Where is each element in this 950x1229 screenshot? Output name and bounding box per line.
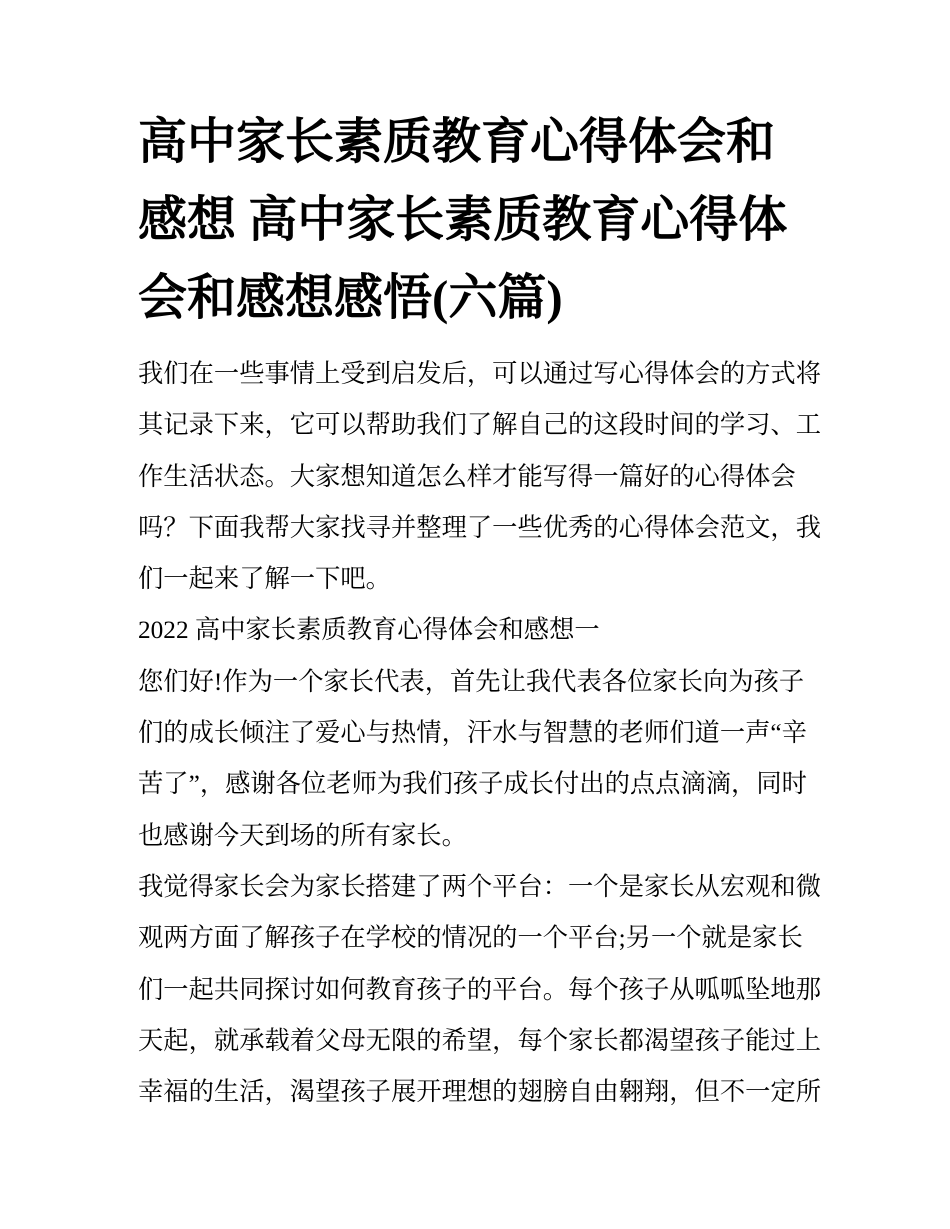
paragraph-greeting bbox=[138, 657, 822, 862]
text-line: 您们好!作为一个家长代表，首先让我代表各位家长向为孩子 bbox=[138, 667, 805, 696]
text-line: 我们在一些事情上受到启发后，可以通过写心得体会的方式将 bbox=[138, 360, 822, 388]
paragraph-platforms bbox=[138, 862, 822, 1118]
text-line: 天起，就承载着父母无限的希望，每个家长都渴望孩子能过上 bbox=[138, 1026, 822, 1055]
document-title bbox=[138, 103, 822, 337]
text-line: 们一起来了解一下吧。 bbox=[138, 565, 391, 594]
text-line: 观两方面了解孩子在学校的情况的一个平台;另一个就是家长 bbox=[138, 924, 803, 953]
title-line: 会和感想感悟(六篇) bbox=[138, 270, 563, 325]
paragraph-intro bbox=[138, 349, 822, 605]
paragraph-section-heading bbox=[138, 605, 822, 656]
title-line: 感想 高中家长素质教育心得体 bbox=[138, 192, 788, 247]
text-line: 其记录下来，它可以帮助我们了解自己的这段时间的学习、工 bbox=[138, 411, 822, 440]
text-line: 2022 高中家长素质教育心得体会和感想一 bbox=[138, 616, 600, 645]
document-body bbox=[138, 349, 822, 1118]
text-line: 吗？下面我帮大家找寻并整理了一些优秀的心得体会范文，我 bbox=[138, 513, 822, 542]
text-line: 幸福的生活，渴望孩子展开理想的翅膀自由翱翔，但不一定所 bbox=[138, 1078, 822, 1107]
text-line: 也感谢今天到场的所有家长。 bbox=[138, 821, 467, 850]
text-line: 们一起共同探讨如何教育孩子的平台。每个孩子从呱呱坠地那 bbox=[138, 975, 822, 1004]
text-line: 苦了”，感谢各位老师为我们孩子成长付出的点点滴滴，同时 bbox=[138, 770, 807, 799]
text-line: 我觉得家长会为家长搭建了两个平台：一个是家长从宏观和微 bbox=[138, 872, 822, 901]
text-line: 们的成长倾注了爱心与热情，汗水与智慧的老师们道一声“辛 bbox=[138, 719, 807, 748]
title-line: 高中家长素质教育心得体会和 bbox=[138, 114, 776, 169]
text-line: 作生活状态。大家想知道怎么样才能写得一篇好的心得体会 bbox=[138, 462, 796, 491]
